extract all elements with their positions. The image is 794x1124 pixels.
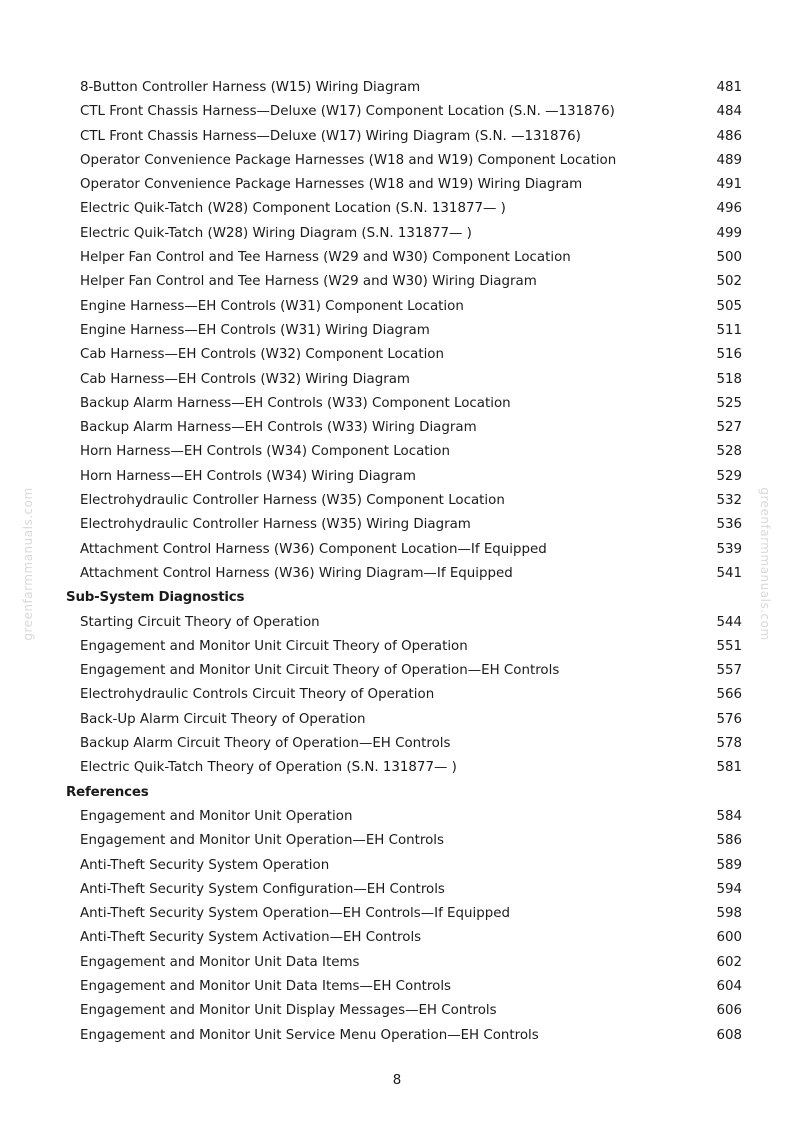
toc-entry-page: 505: [716, 298, 742, 314]
toc-entry[interactable]: [0, 635, 794, 659]
toc-entry-title: Engagement and Monitor Unit Circuit Theory of Operation—EH Controls: [80, 663, 560, 679]
toc-entry-title: Backup Alarm Harness—EH Controls (W33) Wiring Diagram: [80, 420, 477, 436]
toc-entry-page: 518: [716, 371, 742, 387]
toc-entry-page: 489: [716, 152, 742, 168]
toc-entry-page: 606: [716, 1003, 742, 1019]
toc-entry-title: CTL Front Chassis Harness—Deluxe (W17) Wiring Diagram (S.N. —131876): [80, 128, 581, 144]
toc-entry[interactable]: [0, 975, 794, 999]
toc-entry-page: 581: [716, 760, 742, 776]
toc-entry-title: Attachment Control Harness (W36) Component Location—If Equipped: [80, 541, 547, 557]
toc-entry-title: Operator Convenience Package Harnesses (W18 and W19) Component Location: [80, 152, 617, 168]
toc-entry[interactable]: [0, 392, 794, 416]
toc-entry[interactable]: [0, 538, 794, 562]
toc-entry-page: 600: [716, 930, 742, 946]
toc-entry[interactable]: [0, 295, 794, 319]
toc-entry[interactable]: [0, 368, 794, 392]
toc-entry[interactable]: [0, 951, 794, 975]
toc-entry-page: 594: [716, 881, 742, 897]
toc-entry-title: Engagement and Monitor Unit Data Items—EH Controls: [80, 978, 452, 994]
toc-entry-title: Engagement and Monitor Unit Display Messages—EH Controls: [80, 1003, 497, 1019]
toc-entry-page: 566: [716, 687, 742, 703]
toc-entry-page: 525: [716, 395, 742, 411]
toc-entry[interactable]: [0, 854, 794, 878]
toc-entry-page: 502: [716, 274, 742, 290]
toc-entry[interactable]: [0, 440, 794, 464]
section-heading-text: References: [66, 784, 149, 800]
toc-entry[interactable]: [0, 222, 794, 246]
toc-entry-page: 584: [716, 808, 742, 824]
toc-entry-title: Back-Up Alarm Circuit Theory of Operation: [80, 711, 366, 727]
toc-entry-title: Backup Alarm Circuit Theory of Operation—EH Controls: [80, 736, 451, 752]
toc-entry-title: Electric Quik-Tatch (W28) Component Location (S.N. 131877— ): [80, 201, 506, 217]
toc-entry-page: 516: [716, 347, 742, 363]
toc-entry-page: 539: [716, 541, 742, 557]
toc-entry-title: Engagement and Monitor Unit Data Items: [80, 954, 360, 970]
toc-entry[interactable]: [0, 489, 794, 513]
toc-entry-page: 541: [716, 565, 742, 581]
toc-entry[interactable]: [0, 465, 794, 489]
toc-entry-title: Horn Harness—EH Controls (W34) Component Location: [80, 444, 450, 460]
toc-entry-page: 499: [716, 225, 742, 241]
page-number: 8: [392, 1073, 402, 1088]
toc-entry-title: Starting Circuit Theory of Operation: [80, 614, 320, 630]
toc-entry-title: Electric Quik-Tatch Theory of Operation (S.N. 131877— ): [80, 760, 457, 776]
toc-entry[interactable]: [0, 319, 794, 343]
toc-entry-page: 589: [716, 857, 742, 873]
toc-entry-title: Helper Fan Control and Tee Harness (W29 and W30) Wiring Diagram: [80, 274, 537, 290]
toc-entry-title: Electrohydraulic Controller Harness (W35) Wiring Diagram: [80, 517, 471, 533]
toc-entry-page: 491: [716, 177, 742, 193]
watermark-left: greenfarmmanuals.com: [21, 487, 35, 641]
toc-entry-page: 484: [716, 104, 742, 120]
toc-entry[interactable]: [0, 829, 794, 853]
toc-entry[interactable]: [0, 1024, 794, 1048]
toc-entry[interactable]: [0, 197, 794, 221]
toc-entry-page: 604: [716, 978, 742, 994]
section-heading-text: Sub-System Diagnostics: [66, 590, 245, 606]
toc-entry-title: Backup Alarm Harness—EH Controls (W33) Component Location: [80, 395, 511, 411]
toc-entry[interactable]: [0, 76, 794, 100]
toc-entry[interactable]: [0, 926, 794, 950]
toc-entry[interactable]: [0, 805, 794, 829]
toc-entry-title: Engagement and Monitor Unit Operation—EH Controls: [80, 833, 444, 849]
toc-entry-page: 576: [716, 711, 742, 727]
toc-entry-title: Anti-Theft Security System Configuration—EH Controls: [80, 881, 445, 897]
toc-section-heading: [0, 781, 794, 805]
watermark-right: greenfarmmanuals.com: [758, 487, 772, 641]
toc-entry[interactable]: [0, 416, 794, 440]
toc-entry-page: 544: [716, 614, 742, 630]
toc-entry[interactable]: [0, 513, 794, 537]
toc-entry[interactable]: [0, 149, 794, 173]
toc-entry-title: Cab Harness—EH Controls (W32) Component Location: [80, 347, 444, 363]
toc-entry-title: Cab Harness—EH Controls (W32) Wiring Diagram: [80, 371, 410, 387]
toc-entry-title: Engagement and Monitor Unit Operation: [80, 808, 353, 824]
toc-entry[interactable]: [0, 659, 794, 683]
toc-entry-page: 529: [716, 468, 742, 484]
toc-entry-title: Engagement and Monitor Unit Circuit Theory of Operation: [80, 638, 468, 654]
toc-entry-page: 532: [716, 493, 742, 509]
toc-entry-title: CTL Front Chassis Harness—Deluxe (W17) Component Location (S.N. —131876): [80, 104, 615, 120]
toc-entry-page: 527: [716, 420, 742, 436]
toc-entry-page: 536: [716, 517, 742, 533]
toc-entry-title: Anti-Theft Security System Operation: [80, 857, 330, 873]
toc-entry[interactable]: [0, 562, 794, 586]
toc-entry[interactable]: [0, 878, 794, 902]
toc-entry[interactable]: [0, 125, 794, 149]
toc-entry-page: 511: [716, 322, 742, 338]
toc-entry[interactable]: [0, 683, 794, 707]
toc-entry-page: 586: [716, 833, 742, 849]
toc-entry[interactable]: [0, 173, 794, 197]
toc-entry-title: Helper Fan Control and Tee Harness (W29 and W30) Component Location: [80, 250, 571, 266]
toc-entry-title: Electric Quik-Tatch (W28) Wiring Diagram (S.N. 131877— ): [80, 225, 472, 241]
toc-entry-page: 551: [716, 638, 742, 654]
toc-entry-page: 496: [716, 201, 742, 217]
toc-entry[interactable]: [0, 708, 794, 732]
toc-entry[interactable]: [0, 902, 794, 926]
toc-entry-page: 598: [716, 906, 742, 922]
toc-entry-title: Electrohydraulic Controller Harness (W35) Component Location: [80, 493, 505, 509]
toc-entry-page: 481: [716, 80, 742, 95]
toc-entry[interactable]: [0, 756, 794, 780]
toc-entry-title: Anti-Theft Security System Operation—EH Controls—If Equipped: [80, 906, 510, 922]
toc-entry-title: Electrohydraulic Controls Circuit Theory of Operation: [80, 687, 435, 703]
toc-entry-title: Horn Harness—EH Controls (W34) Wiring Diagram: [80, 468, 416, 484]
toc-entry-page: 486: [716, 128, 742, 144]
toc-entry-page: 528: [716, 444, 742, 460]
toc-entry-title: Anti-Theft Security System Activation—EH Controls: [80, 930, 422, 946]
toc-entry[interactable]: [0, 246, 794, 270]
toc-entry-title: Engine Harness—EH Controls (W31) Component Location: [80, 298, 464, 314]
toc-entry[interactable]: [0, 100, 794, 124]
toc-entry-title: Engine Harness—EH Controls (W31) Wiring Diagram: [80, 322, 430, 338]
toc-entry-page: 557: [716, 663, 742, 679]
toc-entry-title: Operator Convenience Package Harnesses (W18 and W19) Wiring Diagram: [80, 177, 583, 193]
table-of-contents: [0, 76, 794, 1048]
toc-entry-title: Engagement and Monitor Unit Service Menu Operation—EH Controls: [80, 1027, 539, 1043]
toc-entry-title: Attachment Control Harness (W36) Wiring Diagram—If Equipped: [80, 565, 513, 581]
toc-entry-title: 8-Button Controller Harness (W15) Wiring Diagram: [80, 80, 421, 95]
toc-entry[interactable]: [0, 999, 794, 1023]
toc-entry[interactable]: [0, 270, 794, 294]
toc-entry-page: 578: [716, 736, 742, 752]
toc-entry[interactable]: [0, 732, 794, 756]
toc-entry[interactable]: [0, 343, 794, 367]
toc-entry-page: 608: [716, 1027, 742, 1043]
toc-section-heading: [0, 586, 794, 610]
toc-entry-page: 500: [716, 250, 742, 266]
toc-entry[interactable]: [0, 611, 794, 635]
toc-entry-page: 602: [716, 954, 742, 970]
